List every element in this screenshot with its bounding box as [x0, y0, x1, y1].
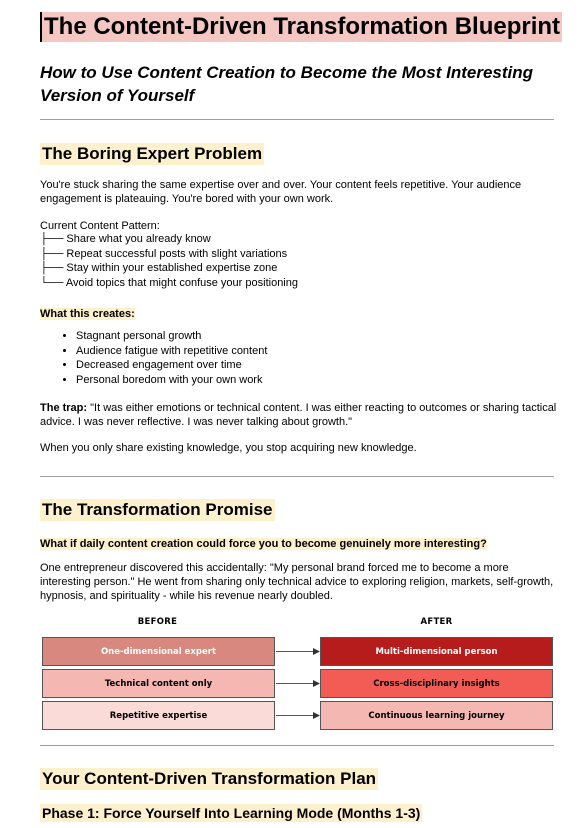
section-heading-boring-expert: The Boring Expert Problem [42, 144, 263, 163]
divider [40, 119, 554, 120]
before-box-1: One-dimensional expert [42, 637, 275, 666]
section-heading-transformation-plan: Your Content-Driven Transformation Plan [42, 769, 377, 788]
before-box-3: Repetitive expertise [42, 701, 275, 730]
trap-label: The trap: [40, 402, 88, 414]
question-highlight: What if daily content creation could force you to become genuinely more interesting? [40, 538, 487, 550]
divider [40, 745, 554, 746]
intro-paragraph: You're stuck sharing the same expertise over and over. Your content feels repetitive. Your audience engagement is plateauing. You're bored with your own work. [40, 179, 522, 205]
pattern-item: ├── Share what you already know [40, 233, 211, 245]
divider [40, 476, 554, 477]
before-box-2: Technical content only [42, 669, 275, 698]
creates-label-wrap [40, 304, 135, 322]
trap-paragraph [40, 401, 558, 429]
trap-text: "It was either emotions or technical content. I was either reacting to outcomes or sharing tactical advice. I was never reflective. I was never talking about growth." [40, 402, 557, 428]
before-heading: BEFORE [137, 617, 178, 627]
arrows [275, 637, 321, 730]
document-title: The Content-Driven Transformation Blueprint [40, 12, 562, 42]
section-heading-transformation-promise: The Transformation Promise [42, 500, 273, 519]
list-item: • Stagnant personal growth [76, 329, 267, 344]
after-box-1: Multi-dimensional person [320, 637, 553, 666]
arrow-icon [276, 680, 320, 687]
closing-line: When you only share existing knowledge, you stop acquiring new knowledge. [40, 442, 417, 454]
list-item: • Audience fatigue with repetitive content [76, 344, 267, 359]
after-box-2: Cross-disciplinary insights [320, 669, 553, 698]
after-heading: AFTER [420, 617, 453, 627]
after-box-3: Continuous learning journey [320, 701, 553, 730]
list-item: • Decreased engagement over time [76, 358, 267, 373]
list-item: • Personal boredom with your own work [76, 373, 267, 388]
pattern-item: ├── Repeat successful posts with slight variations [40, 247, 288, 260]
pattern-label: Current Content Pattern: [40, 220, 160, 232]
pattern-item: ├── Stay within your established expertise zone [40, 262, 278, 274]
story-paragraph: One entrepreneur discovered this accidentally: "My personal brand forced me to become a more interesting person." He went from sharing only technical advice to exploring religion, markets, self-growth, hypnosis, and spirituality - while his revenue nearly doubled. [40, 562, 554, 602]
creates-label: What this creates: [40, 308, 135, 320]
pattern-item: └── Avoid topics that might confuse your positioning [40, 276, 298, 289]
document-subtitle: How to Use Content Creation to Become the Most Interesting Version of Yourself [40, 63, 534, 105]
effects-list [40, 329, 267, 387]
phase-1-heading: Phase 1: Force Yourself Into Learning Mode (Months 1-3) [42, 805, 421, 821]
arrow-icon [276, 648, 320, 655]
question-wrap [40, 534, 487, 552]
arrow-icon [276, 712, 320, 719]
before-after-diagram [40, 617, 554, 733]
